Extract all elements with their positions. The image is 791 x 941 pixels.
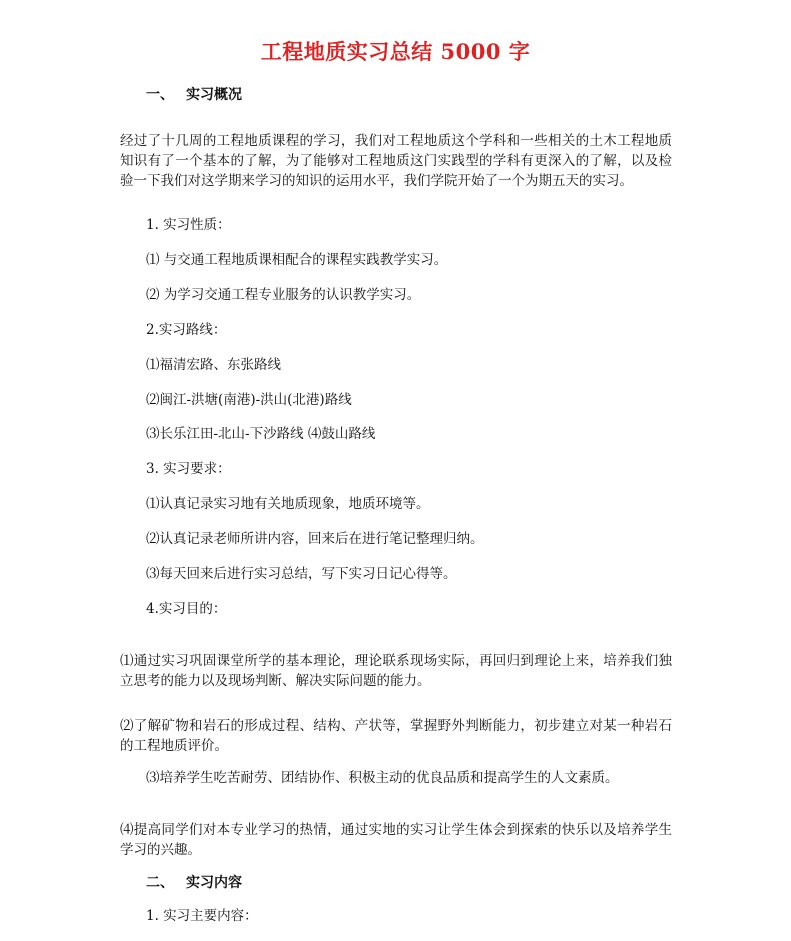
route-item: ⑵闽江-洪塘(南港)-洪山(北港)路线 [146, 392, 352, 408]
routes-heading: 2.实习路线： [146, 322, 227, 338]
nature-heading: 1. 实习性质： [146, 217, 231, 233]
section-number: 一、 [146, 87, 174, 103]
nature-item: ⑴ 与交通工程地质课相配合的课程实践教学实习。 [146, 252, 448, 268]
route-item: ⑴福清宏路、东张路线 [146, 357, 281, 373]
section-heading-content [146, 872, 242, 892]
goal-item: ⑵了解矿物和岩石的形成过程、结构、产状等，掌握野外判断能力，初步建立对某一种岩石的工程地质评价。 [120, 718, 672, 754]
goal-item: ⑷提高同学们对本专业学习的热情，通过实地的实习让学生体会到探索的快乐以及培养学生学习的兴趣。 [120, 822, 672, 858]
requirement-item: ⑶每天回来后进行实习总结，写下实习日记心得等。 [146, 566, 457, 582]
section-number: 二、 [146, 875, 174, 891]
document-title: 工程地质实习总结 5000 字 [260, 39, 531, 64]
requirements-heading: 3. 实习要求： [146, 461, 231, 477]
route-item: ⑶长乐江田-北山-下沙路线 ⑷鼓山路线 [146, 426, 376, 442]
goal-item: ⑶培养学生吃苦耐劳、团结协作、积极主动的优良品质和提高学生的人文素质。 [146, 770, 619, 786]
section-heading-overview [146, 84, 242, 104]
intro-paragraph: 经过了十几周的工程地质课程的学习，我们对工程地质这个学科和一些相关的土木工程地质知识有了一个基本的了解，为了能够对工程地质这门实践型的学科有更深入的了解，以及检验一下我们对这学期来学习的知识的运用水平，我们学院开始了一个为期五天的实习。 [120, 133, 672, 189]
goals-heading: 4.实习目的： [146, 601, 227, 617]
goal-item: ⑴通过实习巩固课堂所学的基本理论，理论联系现场实际，再回归到理论上来，培养我们独立思考的能力以及现场判断、解决实际问题的能力。 [120, 653, 672, 689]
section-label: 实习内容 [186, 875, 242, 891]
section-label: 实习概况 [186, 87, 242, 103]
content-heading: 1. 实习主要内容： [146, 908, 258, 924]
requirement-item: ⑵认真记录老师所讲内容，回来后在进行笔记整理归纳。 [146, 531, 484, 547]
nature-item: ⑵ 为学习交通工程专业服务的认识教学实习。 [146, 287, 421, 303]
requirement-item: ⑴认真记录实习地有关地质现象，地质环境等。 [146, 496, 430, 512]
